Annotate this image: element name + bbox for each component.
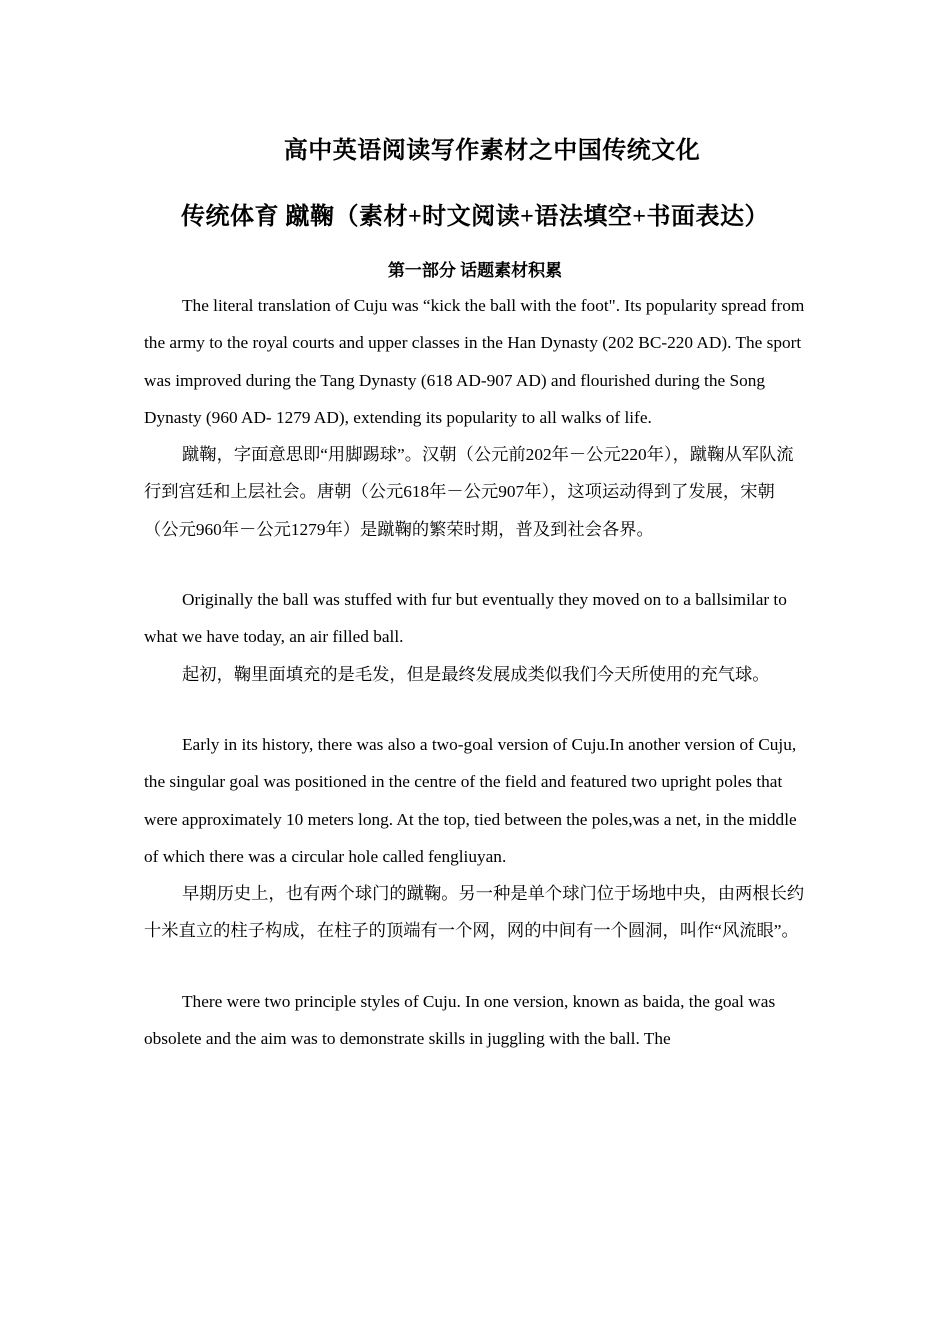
document-title: 高中英语阅读写作素材之中国传统文化 <box>283 138 701 164</box>
paragraph-gap <box>144 548 806 581</box>
paragraph-gap <box>144 950 806 983</box>
document-subtitle: 传统体育 蹴鞠（素材+时文阅读+语法填空+书面表达） <box>180 204 770 230</box>
paragraph-zh-3: 早期历史上，也有两个球门的蹴鞠。另一种是单个球门位于场地中央，由两根长约十米直立的柱子构成，在柱子的顶端有一个网，网的中间有一个圆洞，叫作“风流眼”。 <box>144 884 805 941</box>
paragraph-en-1: The literal translation of Cuju was “kick the ball with the foot". Its popularity spread from the army to the royal courts and upper classes in the Han Dynasty (202 BC-220 AD). The sport was improved during the Tang Dynasty (618 AD-907 AD) and flourished during the Song Dynasty (960 AD- 1279 AD), extending its popularity to all walks of life. <box>144 296 805 427</box>
paragraph-en-2: Originally the ball was stuffed with fur but eventually they moved on to a ballsimilar to what we have today, an air filled ball. <box>144 590 787 647</box>
paragraph-en-3: Early in its history, there was also a two-goal version of Cuju.In another version of Cuju, the singular goal was positioned in the centre of the field and featured two upright poles that were approximately 10 meters long. At the top, tied between the poles,was a net, in the middle of which there was a circular hole called fengliuyan. <box>144 734 797 866</box>
paragraph-en-4: There were two principle styles of Cuju. In one version, known as baida, the goal was obsolete and the aim was to demonstrate skills in juggling with the ball. The <box>144 991 776 1049</box>
section-heading: 第一部分 话题素材积累 <box>387 261 563 280</box>
document-page <box>144 0 806 1344</box>
document-body <box>144 287 806 1057</box>
paragraph-zh-2: 起初，鞠里面填充的是毛发，但是最终发展成类似我们今天所使用的充气球。 <box>182 664 770 684</box>
paragraph-gap <box>144 693 806 726</box>
paragraph-zh-1: 蹴鞠，字面意思即“用脚踢球”。汉朝（公元前202年－公元220年），蹴鞠从军队流行到宫廷和上层社会。唐朝（公元618年－公元907年），这项运动得到了发展，宋朝（公元960年－公元1279年）是蹴鞠的繁荣时期，普及到社会各界。 <box>144 445 794 539</box>
